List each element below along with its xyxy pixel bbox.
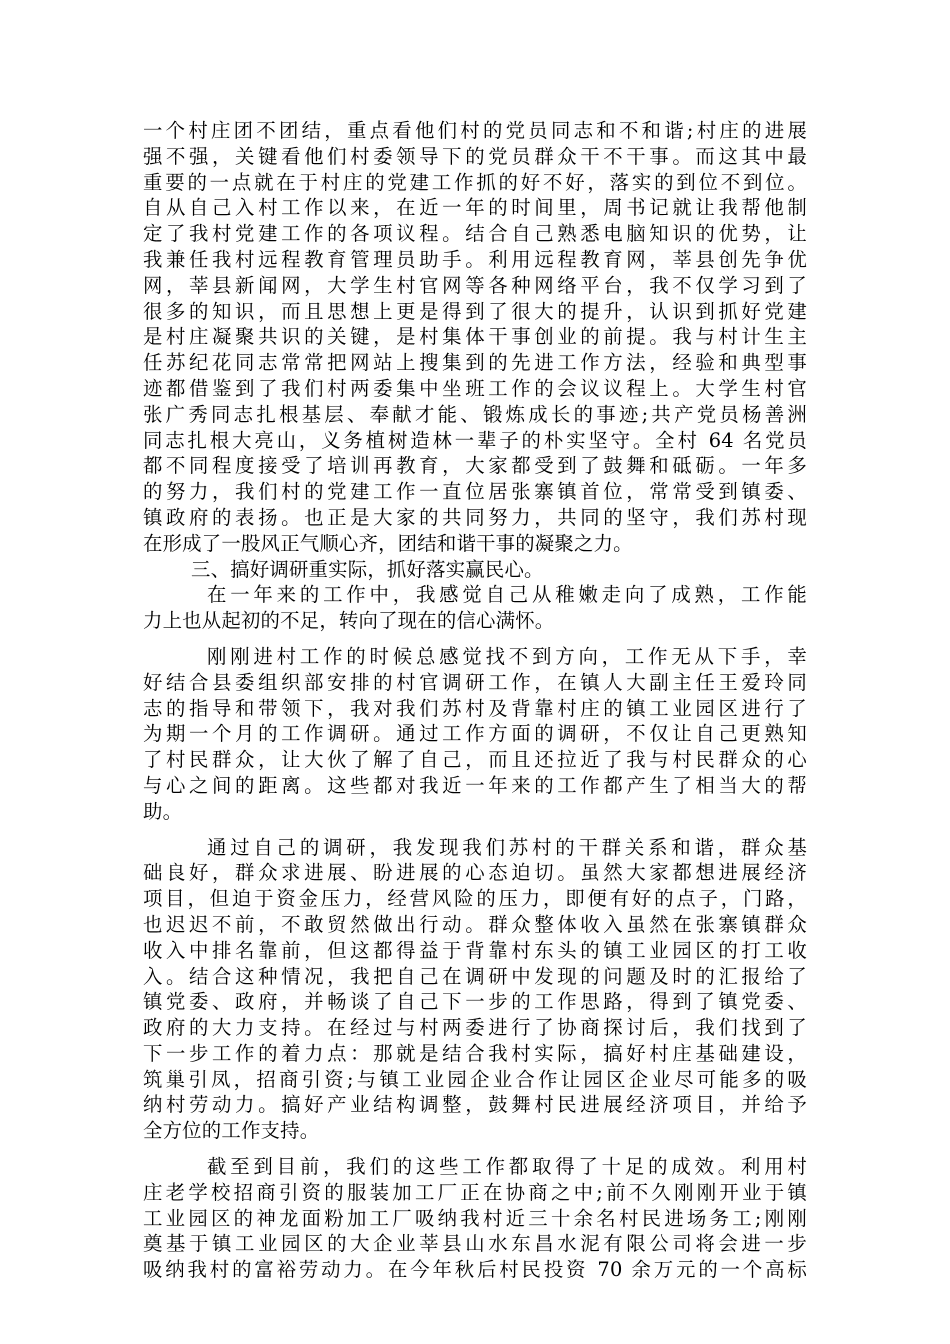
text-line: 了村民群众，让大伙了解了自己，而且还拉近了我与村民群众的心 <box>143 748 807 772</box>
paragraph <box>143 1154 807 1283</box>
text-line: 截至到目前，我们的这些工作都取得了十足的成效。利用村 <box>207 1155 807 1179</box>
text-line: 全方位的工作支持。 <box>143 1119 320 1143</box>
text-line: 志的指导和带领下，我对我们苏村及背靠村庄的镇工业园区进行了 <box>143 696 807 720</box>
text-line: 为期一个月的工作调研。通过工作方面的调研，不仅让自己更熟知 <box>143 722 807 746</box>
text-line: 迹都借鉴到了我们村两委集中坐班工作的会议议程上。大学生村官 <box>143 376 807 400</box>
text-line: 项目，但迫于资金压力，经营风险的压力，即便有好的点子，门路， <box>143 887 807 911</box>
text-line: 三、搞好调研重实际，抓好落实赢民心。 <box>191 557 544 581</box>
text-line: 也迟迟不前，不敢贸然做出行动。群众整体收入虽然在张寨镇群众 <box>143 912 807 936</box>
paragraph-gap <box>143 1144 807 1154</box>
text-line: 同志扎根大亮山，义务植树造林一辈子的朴实坚守。全村 64 名党员 <box>143 428 807 452</box>
text-line: 网，莘县新闻网，大学生村官网等各种网络平台，我不仅学习到了 <box>143 273 807 297</box>
text-line: 是村庄凝聚共识的关键，是村集体干事创业的前提。我与村计生主 <box>143 325 807 349</box>
text-line: 都不同程度接受了培训再教育，大家都受到了鼓舞和砥砺。一年多 <box>143 454 807 478</box>
text-line: 定了我村党建工作的各项议程。结合自己熟悉电脑知识的优势，让 <box>143 222 807 246</box>
text-line: 在形成了一股风正气顺心齐，团结和谐干事的凝聚之力。 <box>143 531 633 555</box>
text-line: 纳村劳动力。搞好产业结构调整，鼓舞村民进展经济项目，并给予 <box>143 1093 807 1117</box>
text-line: 与心之间的距离。这些都对我近一年来的工作都产生了相当大的帮 <box>143 773 807 797</box>
document-body <box>143 118 807 1283</box>
text-line: 础良好，群众求进展、盼进展的心态迫切。虽然大家都想进展经济 <box>143 861 807 885</box>
text-line: 工业园区的神龙面粉加工厂吸纳我村近三十余名村民进场务工;刚刚 <box>143 1206 807 1230</box>
text-line: 收入中排名靠前，但这都得益于背靠村东头的镇工业园区的打工收 <box>143 938 807 962</box>
text-line: 自从自己入村工作以来，在近一年的时间里，周书记就让我帮他制 <box>143 196 807 220</box>
text-line: 助。 <box>143 799 183 823</box>
text-line: 在一年来的工作中，我感觉自己从稚嫩走向了成熟，工作能 <box>207 583 807 607</box>
text-line: 镇党委、政府，并畅谈了自己下一步的工作思路，得到了镇党委、 <box>143 990 807 1014</box>
paragraph <box>143 644 807 825</box>
paragraph <box>143 835 807 1145</box>
text-line: 吸纳我村的富裕劳动力。在今年秋后村民投资 70 余万元的一个高标 <box>143 1258 807 1282</box>
text-line: 一个村庄团不团结，重点看他们村的党员同志和不和谐;村庄的进展 <box>143 119 807 142</box>
text-line: 好结合县委组织部安排的村官调研工作，在镇人大副主任王爱玲同 <box>143 670 807 694</box>
text-line: 政府的大力支持。在经过与村两委进行了协商探讨后，我们找到了 <box>143 1016 807 1040</box>
text-line: 通过自己的调研，我发现我们苏村的干群关系和谐，群众基 <box>207 835 807 859</box>
text-line: 任苏纪花同志常常把网站上搜集到的先进工作方法，经验和典型事 <box>143 351 807 375</box>
text-line: 强不强，关键看他们村委领导下的党员群众干不干事。而这其中最 <box>143 144 807 168</box>
paragraph <box>143 582 807 634</box>
text-line: 张广秀同志扎根基层、奉献才能、锻炼成长的事迹;共产党员杨善洲 <box>143 402 807 426</box>
text-line: 力上也从起初的不足，转向了现在的信心满怀。 <box>143 609 555 633</box>
text-line: 庄老学校招商引资的服装加工厂正在协商之中;前不久刚刚开业于镇 <box>143 1180 807 1204</box>
paragraph-gap <box>143 634 807 644</box>
text-line: 重要的一点就在于村庄的党建工作抓的好不好，落实的到位不到位。 <box>143 170 807 194</box>
paragraph <box>143 557 807 583</box>
text-line: 筑巢引凤，招商引资;与镇工业园企业合作让园区企业尽可能多的吸 <box>143 1067 807 1091</box>
text-line: 我兼任我村远程教育管理员助手。利用远程教育网，莘县创先争优 <box>143 247 807 271</box>
paragraph-gap <box>143 825 807 835</box>
text-line: 刚刚进村工作的时候总感觉找不到方向，工作无从下手，幸 <box>207 644 807 668</box>
text-line: 镇政府的表扬。也正是大家的共同努力，共同的坚守，我们苏村现 <box>143 505 807 529</box>
text-line: 下一步工作的着力点：那就是结合我村实际，搞好村庄基础建设， <box>143 1041 807 1065</box>
text-line: 很多的知识，而且思想上更是得到了很大的提升，认识到抓好党建 <box>143 299 807 323</box>
text-line: 入。结合这种情况，我把自己在调研中发现的问题及时的汇报给了 <box>143 964 807 988</box>
text-line: 的努力，我们村的党建工作一直位居张寨镇首位，常常受到镇委、 <box>143 480 807 504</box>
text-line: 奠基于镇工业园区的大企业莘县山水东昌水泥有限公司将会进一步 <box>143 1232 807 1256</box>
paragraph <box>143 118 807 557</box>
